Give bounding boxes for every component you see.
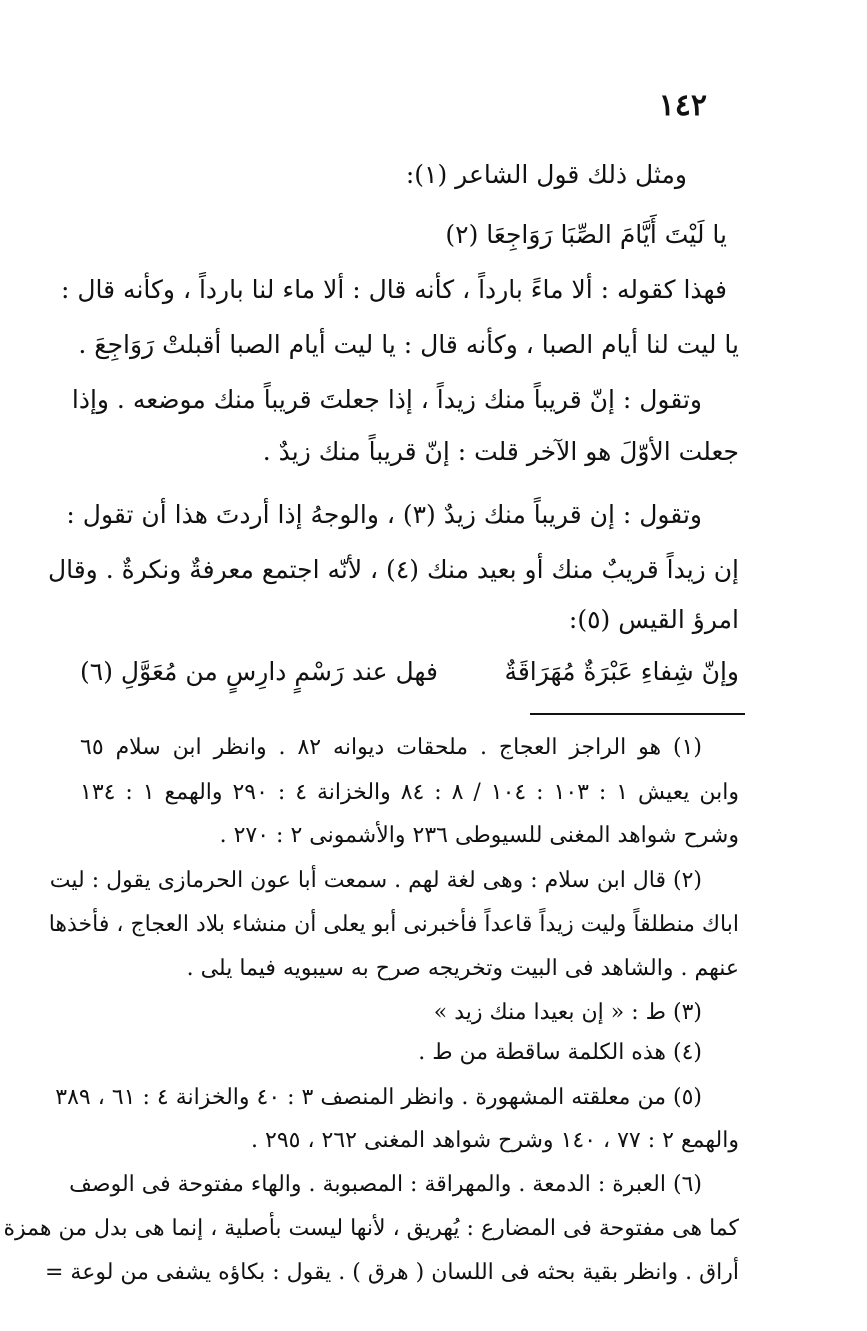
verse-line: يا لَيْتَ أَيَّامَ الصِّبَا رَوَاجِعَا (٢) (445, 220, 727, 249)
body-line-9: امرؤ القيس (٥): (568, 605, 739, 634)
footnote-line-11: (٦) العبرة : الدمعة . والمهراقة : المصبوبة . والهاء مفتوحة فى الوصف (69, 1172, 702, 1197)
body-line-6: جعلت الأوّلَ هو الآخر قلت : إنّ قريباً منك زيدٌ . (262, 437, 739, 466)
body-line-4: يا ليت لنا أيام الصبا ، وكأنه قال : يا ليت أيام الصبا أقبلتْ رَوَاجِعَ . (78, 330, 739, 359)
body-line-1: ومثل ذلك قول الشاعر (١): (405, 160, 687, 189)
footnote-line-9: (٥) من معلقته المشهورة . وانظر المنصف ٣ : ٤٠ والخزانة ٤ : ٦١ ، ٣٨٩ (55, 1085, 702, 1110)
poem-verse (80, 657, 739, 686)
body-line-7: وتقول : إن قريباً منك زيدٌ (٣) ، والوجهُ إذا أردتَ هذا أن تقول : (66, 500, 702, 529)
body-line-5: وتقول : إنّ قريباً منك زيداً ، إذا جعلتَ قريباً منك موضعه . وإذا (71, 385, 702, 414)
footnote-line-7: (٣) ط : « إن بعيدا منك زيد » (433, 1000, 702, 1025)
body-line-8: إن زيداً قريبٌ منك أو بعيد منك (٤) ، لأنّه اجتمع معرفةٌ ونكرةٌ . وقال (47, 555, 739, 584)
footnote-line-8: (٤) هذه الكلمة ساقطة من ط . (418, 1040, 702, 1065)
body-line-3: فهذا كقوله : ألا ماءً بارداً ، كأنه قال : ألا ماء لنا بارداً ، وكأنه قال : (61, 275, 727, 304)
footnote-line-5: اباك منطلقاً وليت زيداً قاعداً فأخبرنى أبو يعلى أن منشاء بلاد العجاج ، فأخذها (48, 912, 739, 937)
footnote-line-3: وشرح شواهد المغنى للسيوطى ٢٣٦ والأشمونى ٢ : ٢٧٠ . (219, 823, 739, 848)
footnote-separator (530, 713, 745, 715)
footnote-line-13: أراق . وانظر بقية بحثه فى اللسان ( هرق ) . يقول : بكاؤه يشفى من لوعة = (45, 1260, 739, 1285)
verse-hemistich-second: فهل عند رَسْمٍ دارِسٍ من مُعَوَّلِ (٦) (80, 657, 438, 686)
footnote-line-12: كما هى مفتوحة فى المضارع : يُهريق ، لأنها ليست بأصلية ، إنما هى بدل من همزة (3, 1216, 739, 1241)
verse-hemistich-first: وإنّ شِفاءِ عَبْرَةٌ مُهَرَاقَةٌ (504, 657, 739, 686)
footnote-line-4: (٢) قال ابن سلام : وهى لغة لهم . سمعت أبا عون الحرمازى يقول : ليت (49, 868, 702, 893)
footnote-line-2: وابن يعيش ١ : ١٠٣ : ١٠٤ / ٨ : ٨٤ والخزانة ٤ : ٢٩٠ والهمع ١ : ١٣٤ (80, 780, 740, 805)
footnote-line-6: عنهم . والشاهد فى البيت وتخريجه صرح به سيبويه فيما يلى . (186, 956, 739, 981)
footnote-line-10: والهمع ٢ : ٧٧ ، ١٤٠ وشرح شواهد المغنى ٢٦٢ ، ٢٩٥ . (251, 1128, 739, 1153)
page-number: ١٤٢ (658, 88, 707, 123)
footnote-line-1: (١) هو الراجز العجاج . ملحقات ديوانه ٨٢ . وانظر ابن سلام ٦٥ (80, 735, 702, 760)
